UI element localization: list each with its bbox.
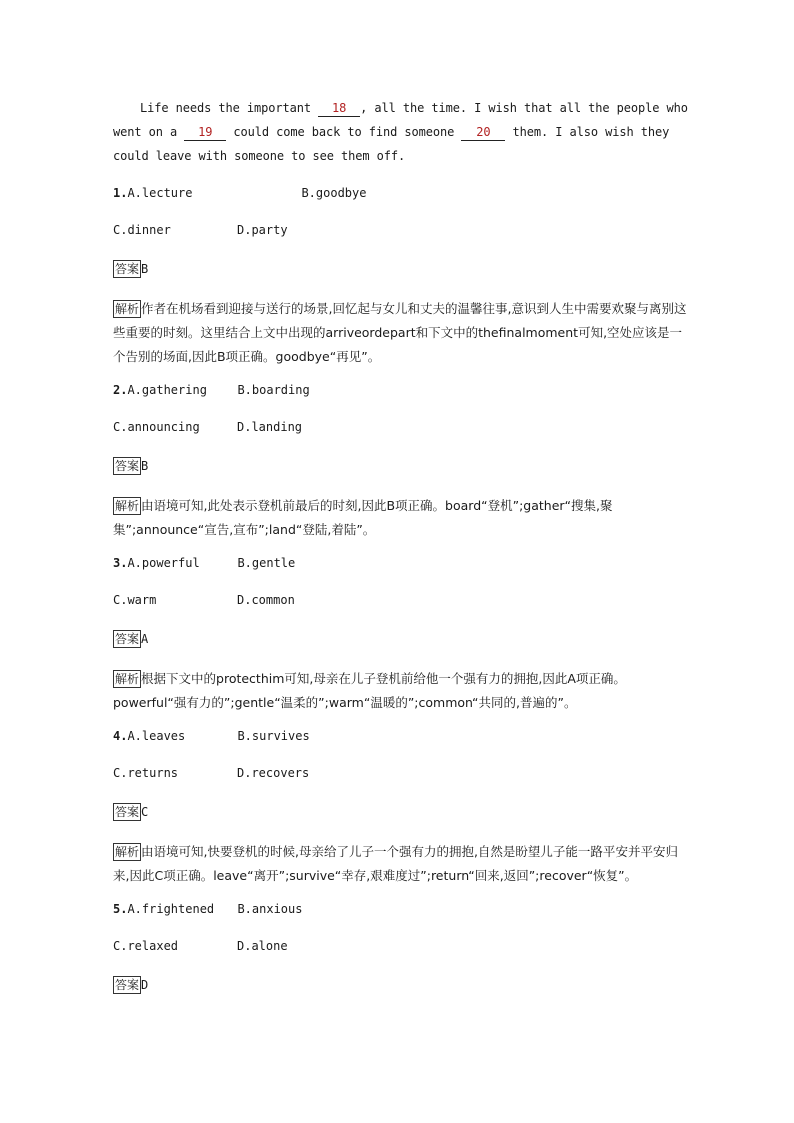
analysis-text: 由语境可知,此处表示登机前最后的时刻,因此B项正确。board“登机”;gather“搜集,聚集”;announce“宣告,宣布”;land“登陆,着陆”。 (113, 498, 613, 537)
question-2-analysis (113, 494, 693, 542)
option-c: C.announcing (113, 420, 200, 434)
question-3-options-ab (113, 556, 693, 593)
question-3-analysis (113, 667, 693, 715)
option-c: C.returns (113, 766, 179, 780)
question-2-answer (113, 457, 693, 494)
blank-18: 18 (318, 100, 360, 117)
answer-value: D (141, 978, 149, 992)
option-c: C.warm (113, 593, 157, 607)
option-d: D.landing (237, 420, 303, 434)
option-b: B.anxious (237, 902, 303, 916)
question-number: 5. (113, 902, 128, 916)
option-c: C.dinner (113, 223, 171, 237)
passage-part-1: Life needs the important (140, 101, 319, 115)
question-1-answer (113, 260, 693, 297)
question-number: 1. (113, 186, 128, 200)
answer-label: 答案 (115, 632, 140, 646)
blank-19: 19 (184, 124, 226, 141)
question-3-options-cd (113, 593, 693, 630)
answer-label: 答案 (115, 978, 140, 992)
analysis-label: 解析 (115, 302, 140, 316)
question-4-analysis (113, 840, 693, 888)
option-a: A.lecture (127, 186, 193, 200)
question-number: 2. (113, 383, 128, 397)
passage-part-2: , all the time. I wish that all the people who went on a (113, 101, 688, 139)
analysis-text: 根据下文中的protecthim可知,母亲在儿子登机前给他一个强有力的拥抱,因此A项正确。powerful“强有力的”;gentle“温柔的”;warm“温暖的”;common“共同的,普遍的”。 (113, 671, 626, 710)
option-d: D.party (237, 223, 288, 237)
option-c: C.relaxed (113, 939, 179, 953)
option-a: A.gathering (127, 383, 207, 397)
option-d: D.common (237, 593, 295, 607)
option-d: D.recovers (237, 766, 310, 780)
option-a: A.frightened (127, 902, 215, 916)
passage-part-4: them. I also wish they could leave with someone to see them off. (113, 125, 670, 163)
exam-page (113, 96, 693, 1013)
question-2-options-cd (113, 420, 693, 457)
question-5-answer (113, 976, 693, 1013)
analysis-text: 由语境可知,快要登机的时候,母亲给了儿子一个强有力的拥抱,自然是盼望儿子能一路平安并平安归来,因此C项正确。leave“离开”;survive“幸存,艰难度过”;return“回来,返回”;recover“恢复”。 (113, 844, 678, 883)
analysis-label: 解析 (115, 499, 140, 513)
question-number: 3. (113, 556, 128, 570)
question-1-options-cd (113, 223, 693, 260)
option-a: A.powerful (127, 556, 200, 570)
option-d: D.alone (237, 939, 288, 953)
answer-value: B (141, 459, 149, 473)
answer-value: B (141, 262, 149, 276)
passage-part-3: could come back to find someone (226, 125, 462, 139)
analysis-text: 作者在机场看到迎接与送行的场景,回忆起与女儿和丈夫的温馨往事,意识到人生中需要欢聚与离别这些重要的时刻。这里结合上文中出现的arriveordepart和下文中的thefinalmoment可知,空处应该是一个告别的场面,因此B项正确。goodbye“再见”。 (113, 301, 687, 364)
question-4-options-ab (113, 729, 693, 766)
option-b: B.survives (237, 729, 310, 743)
option-a: A.leaves (127, 729, 186, 743)
answer-label: 答案 (115, 262, 140, 276)
answer-value: A (141, 632, 149, 646)
question-3-answer (113, 630, 693, 667)
option-b: B.goodbye (301, 186, 367, 200)
passage-text (113, 96, 693, 168)
question-1-analysis (113, 297, 693, 369)
question-1-options-ab (113, 186, 693, 223)
analysis-label: 解析 (115, 845, 140, 859)
question-5-options-ab (113, 902, 693, 939)
question-4-options-cd (113, 766, 693, 803)
analysis-label: 解析 (115, 672, 140, 686)
question-4-answer (113, 803, 693, 840)
question-number: 4. (113, 729, 128, 743)
answer-value: C (141, 805, 149, 819)
option-b: B.boarding (237, 383, 310, 397)
question-2-options-ab (113, 383, 693, 420)
blank-20: 20 (461, 124, 505, 141)
answer-label: 答案 (115, 805, 140, 819)
question-5-options-cd (113, 939, 693, 976)
option-b: B.gentle (237, 556, 296, 570)
answer-label: 答案 (115, 459, 140, 473)
